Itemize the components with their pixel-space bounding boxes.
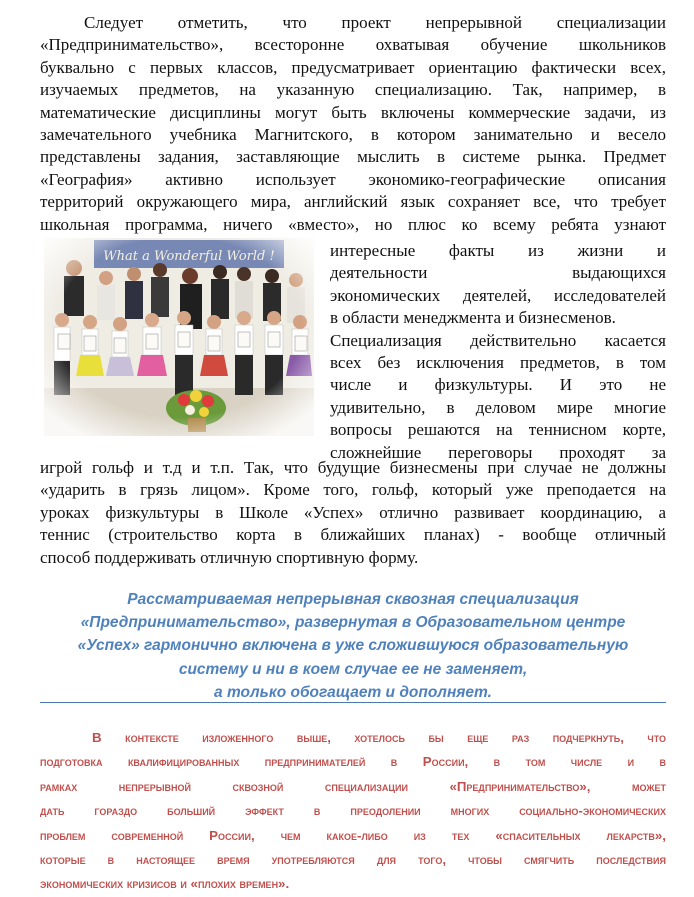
intro-line: изучаемых предметов, на указанную специализацию. Так, например, в [40,80,666,100]
conclusion-line: рамках непрерывной сквозной специализации «Предпринимательство», может [40,778,666,794]
continuation-line: «ударить в грязь лицом». Кроме того, гольф, который уже преподается на [40,480,666,500]
intro-line: Следует отметить, что проект непрерывной специализации [84,13,666,32]
group-photo [44,238,314,436]
side-line: удивительно, в деловом мире многие [330,397,666,417]
continuation-line: уроках физкультуры в Школе «Успех» отлично развивает координацию, а [40,502,666,522]
intro-line: математические дисциплины могут быть включены коммерческие задачи, из [40,102,666,122]
intro-line: школьная программа, ничего «вместо», но плюс ко всему ребята узнают [40,214,666,234]
continuation-line: игрой гольф и т.д и т.п. Так, что будущие бизнесмены при случае не должны [40,458,666,477]
intro-line: «География» активно использует экономико-географические описания [40,169,666,189]
continuation-paragraph [40,457,666,569]
side-line: деятельности выдающихся [330,263,666,283]
quote-line: Рассматриваемая непрерывная сквозная специализация [127,591,579,608]
side-line: в области менеджмента и бизнесменов. [330,308,616,328]
side-paragraph [330,240,666,464]
quote-line: а только обогащает и дополняет. [214,683,492,701]
intro-line: представлены задания, заставляющие мыслить в системе рынка. Предмет [40,147,666,167]
side-line: всех без исключения предметов, в том [330,353,666,373]
quote-line: «Успех» гармонично включена в уже сложившуюся образовательную [77,637,629,655]
intro-line: территорий окружающего мира, английский язык сохраняет все, что требует [40,192,666,212]
intro-paragraph [40,12,666,236]
conclusion-line: проблем современной России, чем какое-либо из тех «спасительных лекарств», [40,827,666,843]
conclusion-paragraph [40,726,666,897]
side-line: Специализация действительно касается [330,330,666,350]
side-line: сложнейшие переговоры проходят за [330,442,666,462]
side-line: интересные факты из жизни и [330,241,666,260]
side-line: вопросы решаются на теннисном корте, [330,420,666,440]
continuation-line: теннис (строительство корта в ближайших планах) - вообще отличный [40,525,666,545]
highlight-quote [40,588,666,704]
conclusion-line: экономических кризисов и «плохих времен». [40,876,290,892]
quote-line: «Предпринимательство», развернутая в Образовательном центре [80,614,626,632]
intro-line: «Предпринимательство», всесторонне охватывая обучение школьников [40,35,666,55]
quote-line: систему и ни в коем случае ее не заменяет, [178,660,528,678]
intro-line: замечательного учебника Магнитского, в котором занимательно и весело [40,125,666,145]
section-divider [40,702,666,703]
conclusion-line: которые в настоящее время употребляются для того, чтобы смягчить последствия [40,852,666,868]
conclusion-line: подготовка квалифицированных предпринимателей в России, в том числе и в [40,754,666,770]
side-line: числе и физкультуры. И это не [330,375,666,395]
conclusion-line: В контексте изложенного выше, хотелось бы еще раз подчеркнуть, что [92,730,666,745]
intro-line: буквально с первых классов, предусматривает ориентацию фактически всех, [40,57,666,77]
continuation-line: способ поддерживать отличную спортивную форму. [40,547,419,567]
conclusion-line: дать гораздо больший эффект в преодолении многих социально-экономических [40,803,666,819]
side-line: экономических деятелей, исследователей [330,285,666,305]
